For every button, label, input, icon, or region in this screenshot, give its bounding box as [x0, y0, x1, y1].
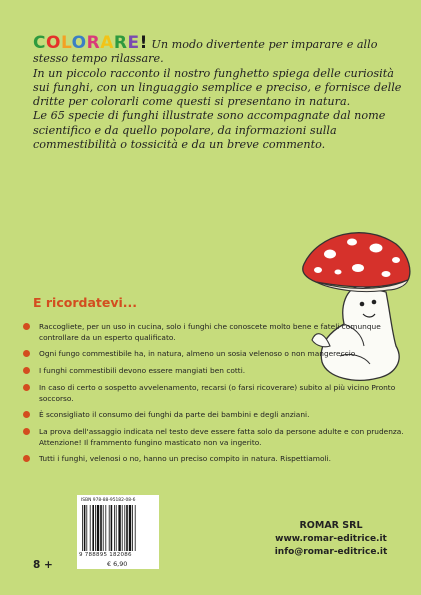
- barcode-bar: [90, 505, 91, 551]
- colorare-letter: O: [71, 33, 87, 53]
- barcode-bar: [82, 505, 83, 551]
- barcode-bar: [111, 505, 113, 551]
- barcode-bar: [122, 505, 123, 551]
- list-item: [22, 349, 407, 360]
- barcode-label: [77, 495, 159, 569]
- barcode-bar: [92, 505, 94, 551]
- barcode-bar: [126, 505, 128, 551]
- intro-paragraph-1: [33, 33, 403, 67]
- list-item: [22, 322, 407, 343]
- barcode-bar: [105, 505, 106, 551]
- list-item-text: I funghi commestibili devono essere mangiati ben cotti.: [39, 366, 246, 376]
- ean-number: 9 788895 182086: [79, 552, 132, 558]
- bullet-dot-icon: [23, 384, 30, 391]
- publisher-email: info@romar-editrice.it: [274, 547, 388, 557]
- list-item-text: È sconsigliato il consumo dei funghi da parte dei bambini e degli anziani.: [39, 410, 310, 420]
- publisher-info: [256, 519, 406, 560]
- bullet-dot-icon: [23, 455, 30, 462]
- barcode-bar: [129, 505, 131, 551]
- list-item: [22, 427, 407, 448]
- colorare-letter: !: [139, 33, 148, 53]
- barcode-bar: [95, 505, 96, 551]
- barcode-bar: [100, 505, 102, 551]
- list-item-text: Ogni fungo commestibile ha, in natura, almeno un sosia velenoso o non mangereccio.: [39, 349, 358, 359]
- list-item: [22, 366, 407, 377]
- barcode-bar: [135, 505, 136, 551]
- colorare-letter: L: [60, 33, 72, 53]
- intro-line-1: Un modo divertente per imparare e allo stesso tempo rilassare.: [33, 38, 378, 66]
- barcode-bar: [124, 505, 125, 551]
- colorare-letter: A: [100, 33, 114, 53]
- list-item-text: In caso di certo o sospetto avvelenamento, recarsi (o farsi ricoverare) subito al più vicino Pronto soccorso.: [39, 382, 396, 403]
- colorare-letter: C: [33, 33, 46, 53]
- intro-text: [33, 33, 403, 152]
- barcode-bar: [114, 505, 115, 551]
- list-item-text: Tutti i funghi, velenosi o no, hanno un preciso compito in natura. Rispettiamoli.: [39, 454, 331, 464]
- bullet-dot-icon: [23, 350, 30, 357]
- isbn-text: ISBN 978-88-95182-08-6: [81, 498, 136, 503]
- list-item-text: Raccogliete, per un uso in cucina, solo i funghi che conoscete molto bene e fateli comunque controllare da un esperto qualificato.: [39, 322, 381, 342]
- colorare-letter: R: [113, 33, 128, 53]
- bullet-dot-icon: [23, 411, 30, 418]
- intro-paragraph-2: In un piccolo racconto il nostro funghetto spiega delle curiosità sui funghi, con un linguaggio semplice e preciso, e fornisce delle dritte per colorarli come questi si presentano in natura.: [33, 66, 402, 109]
- colorare-letter: R: [86, 33, 101, 53]
- barcode-bar: [84, 505, 86, 551]
- reminder-heading: E ricordatevi...: [33, 295, 138, 310]
- colorare-title: [33, 33, 148, 53]
- barcode-bar: [97, 505, 99, 551]
- bullet-dot-icon: [23, 323, 30, 330]
- barcode-bar: [109, 505, 110, 551]
- barcode-bar: [103, 505, 104, 551]
- publisher-website: www.romar-editrice.it: [275, 533, 387, 544]
- barcode-bar: [116, 505, 117, 551]
- bullet-dot-icon: [23, 428, 30, 435]
- colorare-letter: O: [45, 33, 61, 53]
- list-item-text: La prova dell'assaggio indicata nel testo deve essere fatta solo da persone adulte e con prudenza. Attenzione! Il frammento fungino masticato non va ingerito.: [39, 427, 404, 447]
- list-item: [22, 383, 407, 404]
- bullet-dot-icon: [23, 367, 30, 374]
- list-item: [22, 410, 407, 421]
- colorare-letter: E: [127, 33, 140, 53]
- price: € 6,90: [107, 560, 128, 568]
- intro-paragraph-3: Le 65 specie di funghi illustrate sono accompagnate dal nome scientifico e da quello popolare, da informazioni sulla commestibilità o tossicità e da un breve commento.: [33, 109, 386, 152]
- barcode-bar: [132, 505, 133, 551]
- publisher-name: ROMAR SRL: [299, 520, 363, 531]
- age-badge: 8 +: [33, 559, 53, 571]
- barcode-bar: [86, 505, 87, 551]
- reminder-list: [22, 322, 407, 471]
- barcode-bar: [118, 505, 120, 551]
- list-item: [22, 454, 407, 465]
- barcode-bars: [81, 505, 155, 551]
